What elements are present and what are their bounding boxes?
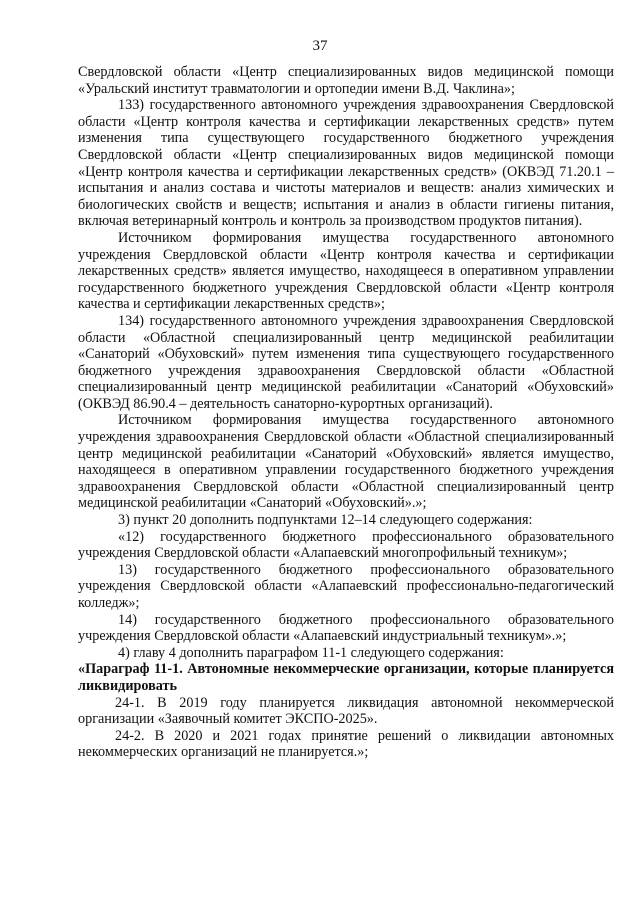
paragraph-24-2: 24-2. В 2020 и 2021 годах принятие решений о ликвидации автономных некоммерческих организаций не планируется.»;	[78, 727, 614, 761]
paragraph-item-134: 134) государственного автономного учреждения здравоохранения Свердловской области «Областной специализированный центр медицинской реабилитации «Санаторий «Обуховский» путем изменения типа существующего государственного бюджетного учреждения здравоохранения Свердловской области «Областной специализированный центр медицинской реабилитации «Санаторий «Обуховский» (ОКВЭД 86.90.4 – деятельность санаторно-курортных организаций).	[78, 312, 614, 412]
section-heading: «Параграф 11-1. Автономные некоммерческие организации, которые планируется ликвидировать	[78, 661, 614, 694]
paragraph-amendment-4: 4) главу 4 дополнить параграфом 11-1 следующего содержания:	[118, 644, 504, 661]
paragraph-property-source-134: Источником формирования имущества государственного автономного учреждения здравоохранения Свердловской области «Областной специализированный центр медицинской реабилитации «Санаторий «Обуховский» является имущество, находящееся в оперативном управлении государственного бюджетного учреждения здравоохранения Свердловской области «Областной специализированный центр медицинской реабилитации «Санаторий «Обуховский».»;	[78, 412, 614, 512]
paragraph-subitem-14: 14) государственного бюджетного профессионального образовательного учреждения Свердловской области «Алапаевский индустриальный техникум».»;	[78, 611, 614, 645]
document-body	[78, 64, 614, 761]
paragraph-item-133: 133) государственного автономного учреждения здравоохранения Свердловской области «Центр контроля качества и сертификации лекарственных средств» путем изменения типа существующего государственного бюджетного учреждения Свердловской области «Центр специализированных видов медицинской помощи «Центр контроля качества и сертификации лекарственных средств» (ОКВЭД 71.20.1 – испытания и анализ состава и чистоты материалов и веществ: анализ химических и биологических свойств и веществ; испытания и анализ в области гигиены питания, включая ветеринарный контроль и контроль за производством продуктов питания).	[78, 97, 614, 230]
paragraph-subitem-13: 13) государственного бюджетного профессионального образовательного учреждения Свердловской области «Алапаевский профессионально-педагогический колледж»;	[78, 561, 614, 611]
paragraph-continuation: Свердловской области «Центр специализированных видов медицинской помощи «Уральский институт травматологии и ортопедии имени В.Д. Чаклина»;	[78, 64, 614, 97]
paragraph-24-1: 24-1. В 2019 году планируется ликвидация автономной некоммерческой организации «Заявочный комитет ЭКСПО-2025».	[78, 694, 614, 728]
paragraph-amendment-3: 3) пункт 20 дополнить подпунктами 12–14 следующего содержания:	[118, 512, 533, 529]
paragraph-subitem-12: «12) государственного бюджетного профессионального образовательного учреждения Свердловской области «Алапаевский многопрофильный техникум»;	[78, 528, 614, 562]
page-number: 37	[312, 38, 328, 54]
paragraph-property-source-133: Источником формирования имущества государственного автономного учреждения Свердловской области «Центр контроля качества и сертификации лекарственных средств» является имущество, находящееся в оперативном управлении государственного бюджетного учреждения Свердловской области «Центр контроля качества и сертификации лекарственных средств»;	[78, 229, 614, 313]
